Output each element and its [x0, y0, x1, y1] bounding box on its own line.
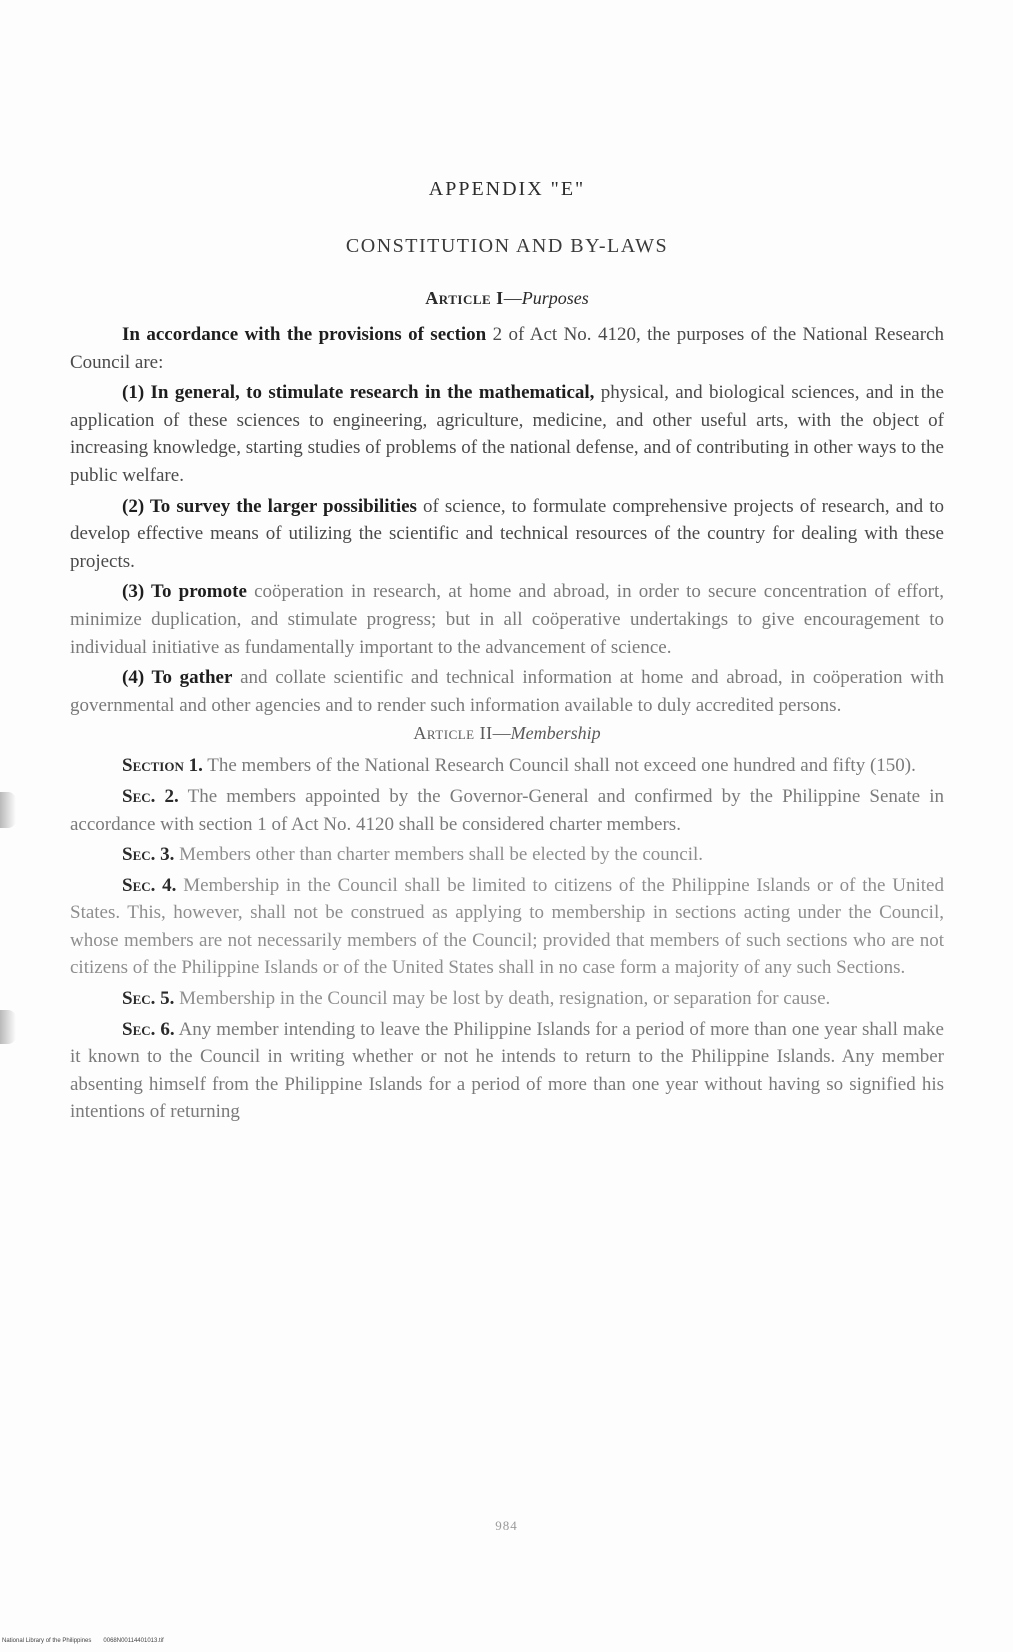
purpose-item-text: coöperation in research, at home and abroad, in order to secure concentration of effort, minimize duplication, and stimulate progress; but in all coöperative undertakings to give encouragement to individual initiative as fundamentally important to the advancement of science.	[70, 581, 944, 658]
article-1-label: Article I	[425, 288, 504, 308]
scan-footer	[2, 1638, 176, 1644]
intro-lead: In accordance with the provisions of section	[122, 324, 487, 345]
purpose-item	[70, 379, 944, 489]
article-1-intro	[70, 321, 944, 376]
document-title: CONSTITUTION AND BY-LAWS	[345, 235, 669, 257]
section-label: Section 1.	[122, 755, 203, 777]
article-2-label: Article II	[413, 723, 493, 744]
section-text: Membership in the Council may be lost by death, resignation, or separation for cause.	[174, 988, 831, 1010]
article-2-subtitle: Membership	[510, 723, 601, 744]
appendix-title: APPENDIX "E"	[428, 178, 586, 200]
intro-rest: 2 of Act No. 4120, the purposes of the National Research Council are:	[70, 324, 944, 373]
article-2-dash: —	[492, 723, 511, 744]
bylaw-section	[70, 841, 944, 869]
scan-margin-mark	[0, 792, 16, 828]
page-content	[70, 178, 944, 1129]
article-2-heading	[70, 723, 944, 744]
purpose-item-text: and collate scientific and technical information at home and abroad, in coöperation with governmental and other agencies and to render such information available to duly accredited persons.	[70, 667, 944, 716]
bylaw-section	[70, 1016, 944, 1126]
section-label: Sec. 6.	[122, 1018, 175, 1040]
bylaw-section	[70, 872, 944, 982]
section-label: Sec. 2.	[122, 785, 179, 807]
article-1-subtitle: Purposes	[521, 288, 589, 308]
section-label: Sec. 3.	[122, 844, 175, 866]
purpose-item-lead: (4) To gather	[122, 667, 233, 689]
bylaw-section	[70, 985, 944, 1013]
purpose-item-text: physical, and biological sciences, and in the application of these sciences to engineering, agriculture, medicine, and other useful arts, with the object of increasing knowledge, starting studies of problems of the national defense, and of contributing in other ways to the public welfare.	[70, 382, 944, 486]
section-text: Any member intending to leave the Philippine Islands for a period of more than one year shall make it known to the Council in writing whether or not he intends to return to the Philippine Islands. Any member absenting himself from the Philippine Islands for a period of more than one year without having so signified his intentions of returning	[70, 1018, 944, 1123]
section-text: The members appointed by the Governor-General and confirmed by the Philippine Senate in accordance with section 1 of Act No. 4120 shall be considered charter members.	[70, 785, 944, 835]
section-text: Members other than charter members shall be elected by the council.	[174, 844, 704, 866]
scan-margin-mark	[0, 1010, 16, 1044]
purpose-item-lead: (3) To promote	[122, 581, 247, 603]
purpose-item	[70, 493, 944, 576]
section-label: Sec. 4.	[122, 874, 177, 896]
bylaw-section	[70, 752, 944, 780]
page-number: 984	[495, 1518, 518, 1533]
article-1-dash: —	[503, 288, 522, 308]
purpose-item-text: of science, to formulate comprehensive projects of research, and to develop effective means of utilizing the scientific and technical resources of the country for dealing with these projects.	[70, 495, 944, 572]
purpose-item	[70, 578, 944, 661]
section-text: Membership in the Council shall be limited to citizens of the Philippine Islands or of the United States. This, however, shall not be construed as applying to membership in sections acting under the Council, whose members are not necessarily members of the Council; provided that members of such sections who are not citizens of the Philippine Islands or of the United States shall in no case form a majority of any such Sections.	[70, 874, 944, 979]
purpose-item-lead: (1) In general, to stimulate research in the mathematical,	[122, 382, 595, 404]
purpose-item-lead: (2) To survey the larger possibilities	[122, 495, 417, 517]
section-label: Sec. 5.	[122, 988, 175, 1010]
scan-file-code: 0068N00114401013.tif	[103, 1638, 164, 1644]
purpose-item	[70, 664, 944, 719]
library-credit: National Library of the Philippines	[2, 1638, 92, 1644]
bylaw-section	[70, 783, 944, 838]
article-1-heading	[70, 288, 944, 309]
section-text: The members of the National Research Council shall not exceed one hundred and fifty (150).	[202, 755, 916, 777]
